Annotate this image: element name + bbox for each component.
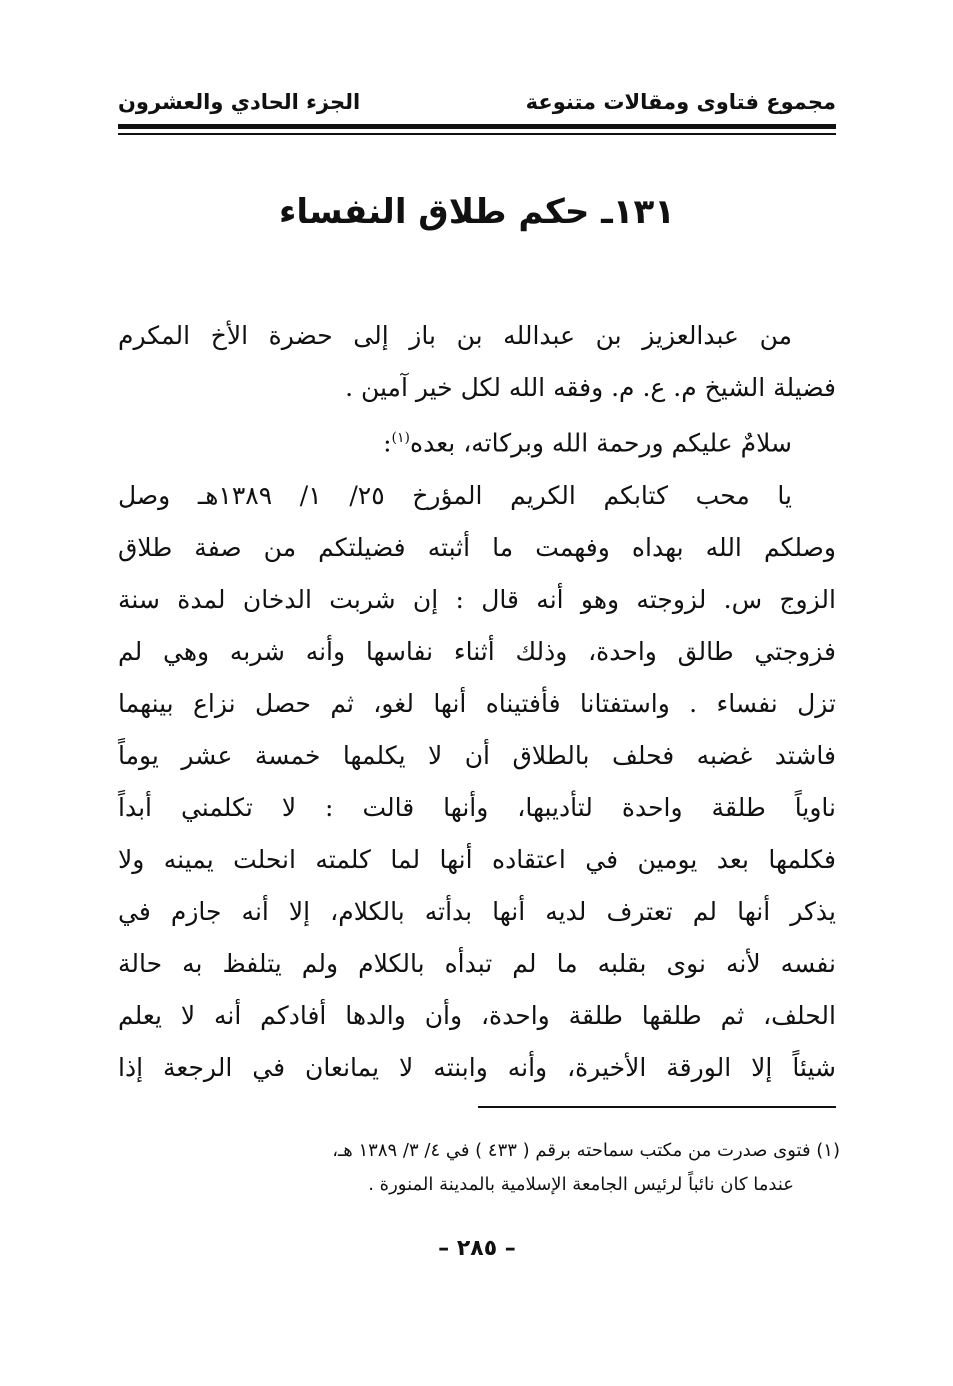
body-line: يا محب كتابكم الكريم المؤرخ ٢٥/ ١/ ١٣٨٩هـ وصل [118, 481, 792, 510]
body-line: وصلكم الله بهداه وفهمت ما أثبته فضيلتكم من صفة طلاق [118, 533, 836, 562]
footnotes [118, 1134, 840, 1202]
body-line: فاشتد غضبه فحلف بالطلاق أن لا يكلمها خمسة عشر يوماً [118, 741, 836, 770]
header-rule-thin [118, 133, 836, 135]
intro-line: فضيلة الشيخ م. ع. م. وفقه الله لكل خير آمين . [345, 373, 836, 402]
greeting-colon: : [383, 428, 392, 458]
body-line: فزوجتي طالق واحدة، وذلك أثناء نفاسها وأنه شربه وهي لم [118, 637, 836, 666]
footnote-separator [478, 1106, 836, 1108]
body-line: تزل نفساء . واستفتانا فأفتيناه أنها لغو، ثم حصل نزاع بينهما [118, 689, 836, 718]
footnote-line: (١) فتوى صدرت من مكتب سماحته برقم ( ٤٣٣ ) في ٤/ ٣/ ١٣٨٩ هـ، [332, 1140, 840, 1161]
footnote-line: عندما كان نائباً لرئيس الجامعة الإسلامية بالمدينة المنورة . [368, 1174, 794, 1195]
footnote-marker: (١) [391, 430, 411, 446]
book-title: مجموع فتاوى ومقالات متنوعة [525, 90, 836, 114]
running-header [118, 86, 836, 122]
greeting-line [118, 414, 836, 467]
intro-paragraph [118, 310, 836, 414]
page-number: – ٢٨٥ – [438, 1236, 516, 1261]
body-line: يذكر أنها لم تعترف لديه أنها بدأته بالكلام، إلا أنه جازم في [118, 897, 836, 926]
body-line: الزوج س. لزوجته وهو أنه قال : إن شربت الدخان لمدة سنة [118, 585, 836, 614]
body-paragraph [118, 470, 836, 1094]
body-line: الحلف، ثم طلقها طلقة واحدة، وأن والدها أفادكم أنه لا يعلم [118, 1001, 836, 1030]
greeting-text: سلامٌ عليكم ورحمة الله وبركاته، بعده [410, 428, 792, 458]
body-line: ناوياً طلقة واحدة لتأديبها، وأنها قالت : لا تكلمني أبداً [118, 793, 836, 822]
fatwa-title: ١٣١ـ حكم طلاق النفساء [278, 192, 676, 232]
intro-line: من عبدالعزيز بن عبدالله بن باز إلى حضرة الأخ المكرم [118, 321, 792, 350]
volume-label: الجزء الحادي والعشرون [118, 90, 361, 114]
body-line: فكلمها بعد يومين في اعتقاده أنها لما كلمته انحلت يمينه ولا [118, 845, 836, 874]
header-rule-thick [118, 124, 836, 129]
body-line: شيئاً إلا الورقة الأخيرة، وأنه وابنته لا يمانعان في الرجعة إذا [118, 1053, 836, 1082]
body-line: نفسه لأنه نوى بقلبه ما لم تبدأه بالكلام ولم يتلفظ به حالة [118, 949, 836, 978]
